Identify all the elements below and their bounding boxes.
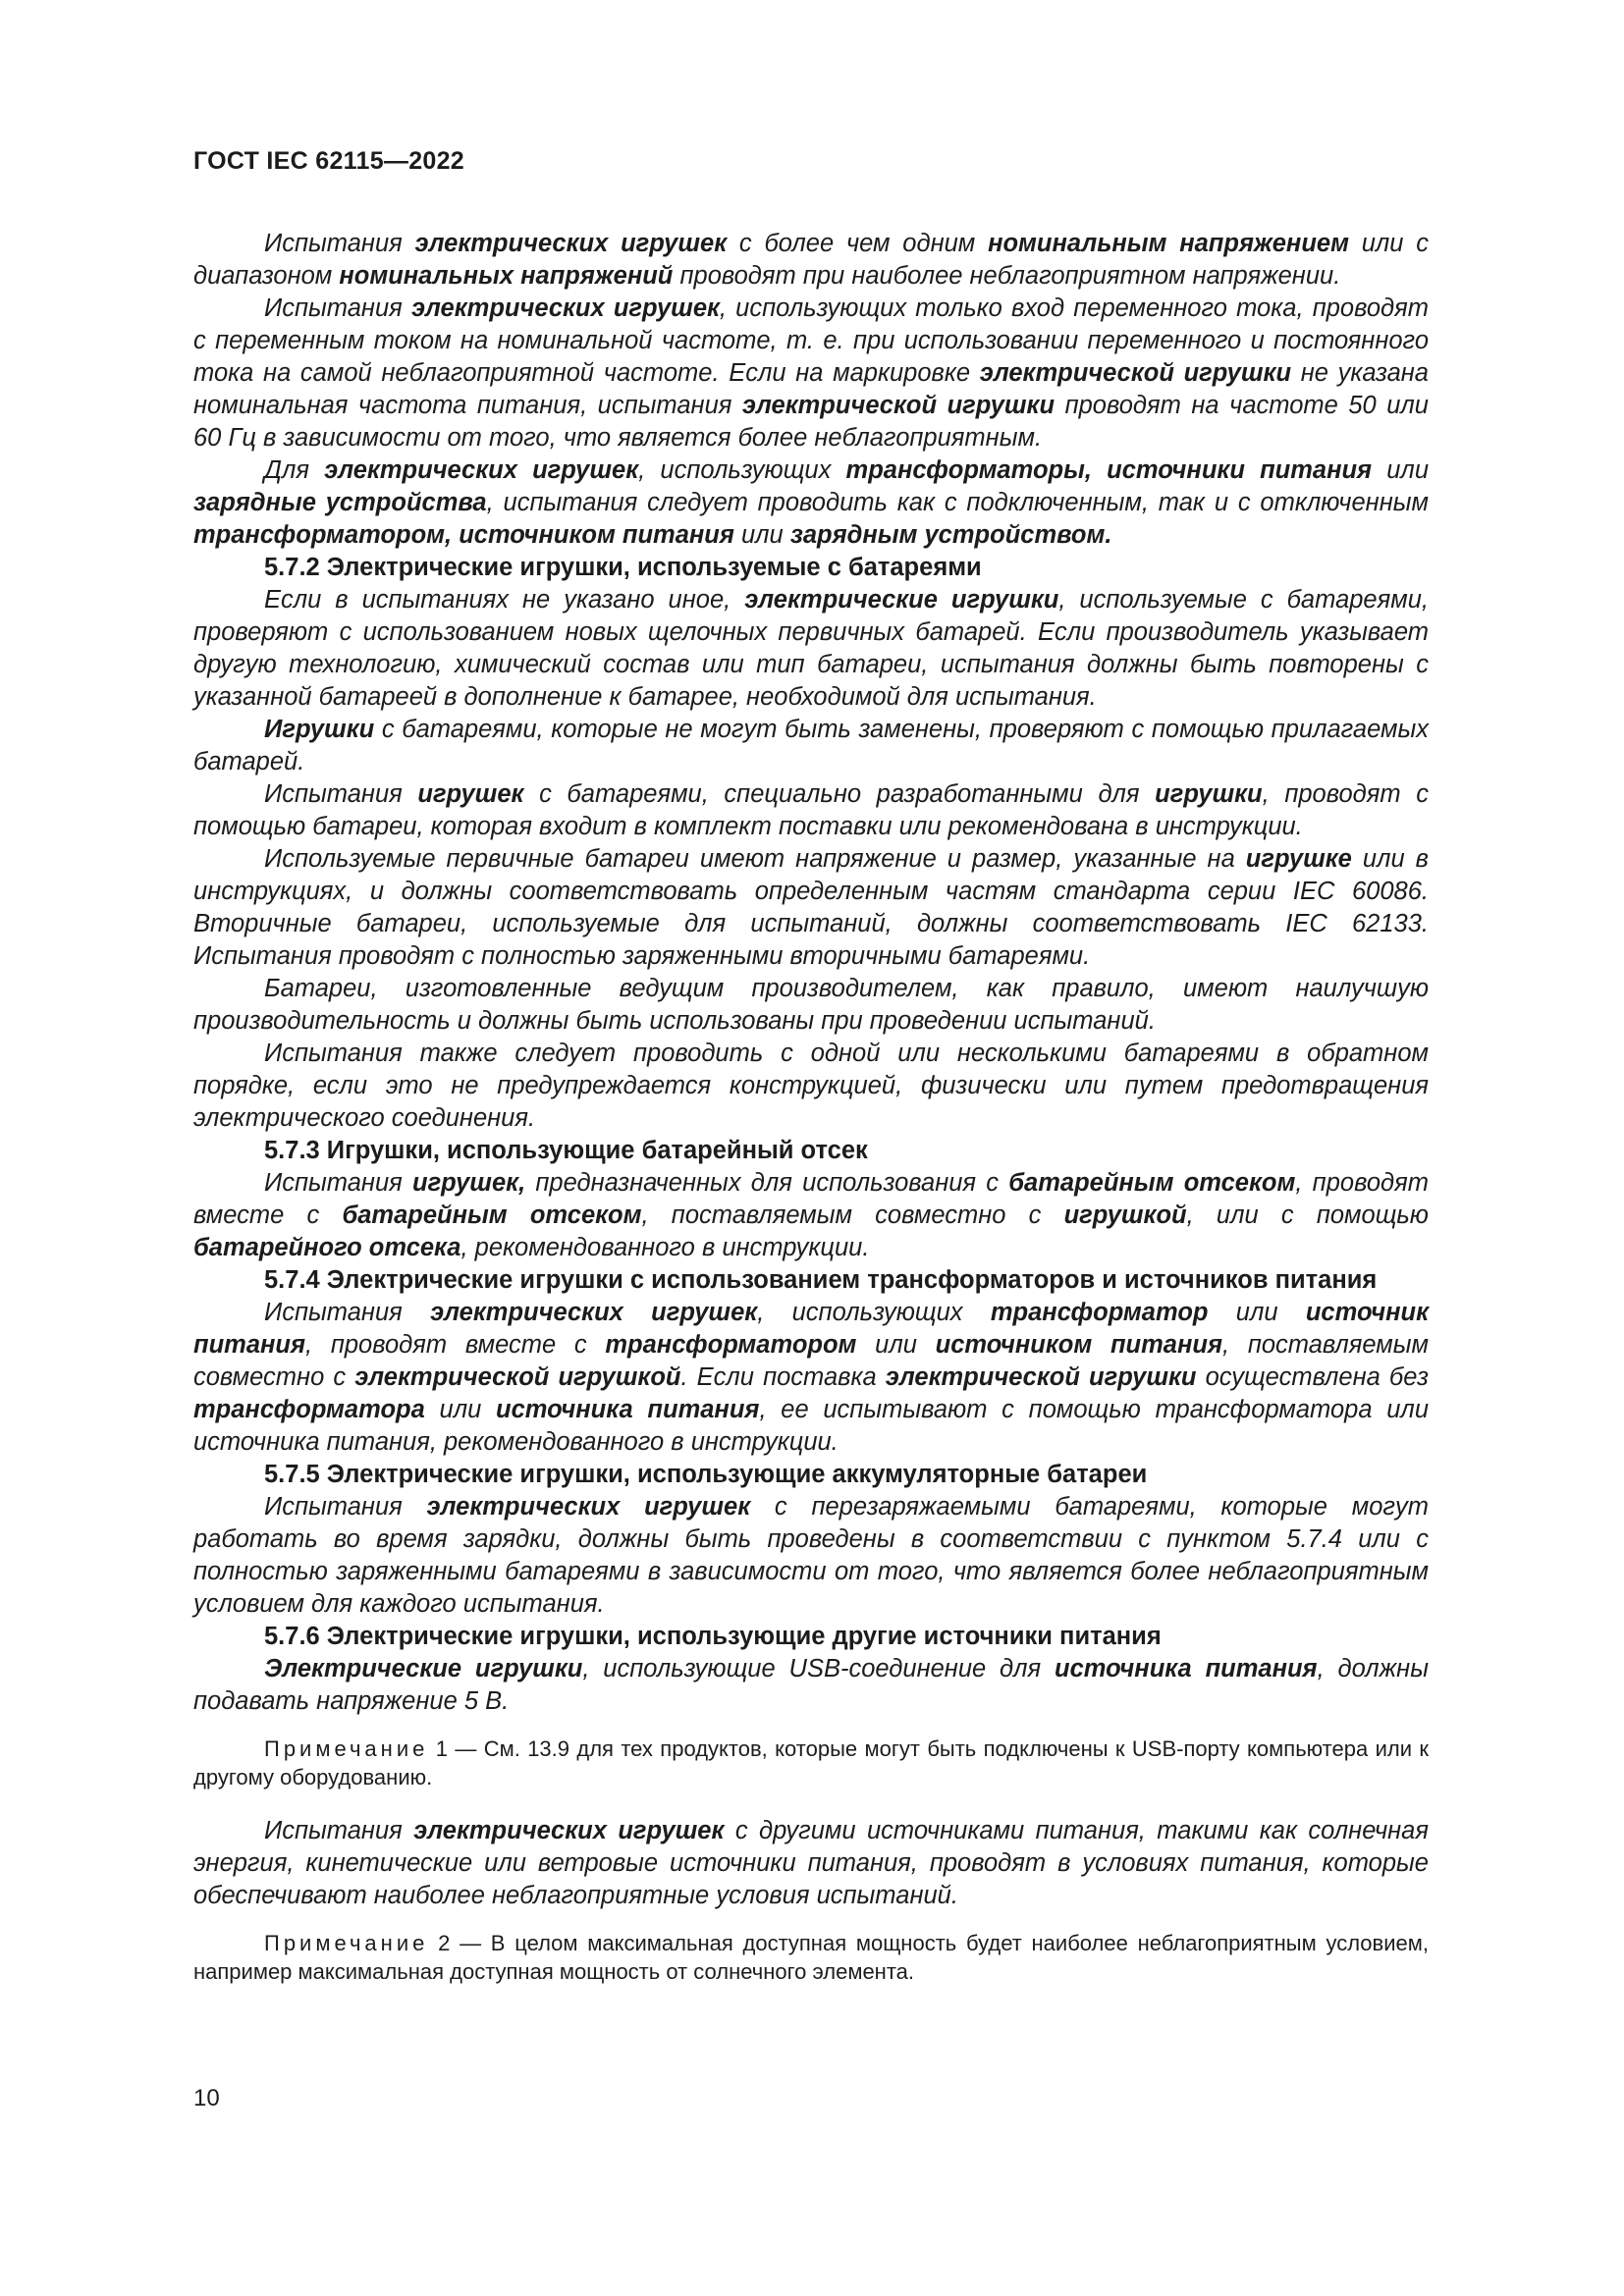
defined-term: номинальным напряжением — [988, 230, 1349, 257]
section-heading: 5.7.4 Электрические игрушки с использованием трансформаторов и источников питания — [264, 1266, 1378, 1294]
defined-term: электрических игрушек — [324, 456, 639, 484]
defined-term: электрической игрушкой — [354, 1363, 681, 1391]
defined-term: трансформатором — [605, 1331, 857, 1359]
body-paragraph: Испытания электрических игрушек с перезаряжаемыми батареями, которые могут работать во время зарядки, должны быть проведены в соответствии с пунктом 5.7.4 или с полностью заряженными батареями в зависимости от того, что является более неблагоприятным условием для каждого испытания. — [193, 1493, 1429, 1618]
defined-term: электрической игрушки — [741, 392, 1056, 419]
defined-term: зарядные устройства — [193, 489, 487, 516]
section-heading: 5.7.6 Электрические игрушки, использующие другие источники питания — [264, 1623, 1162, 1650]
defined-term: электрических игрушек — [413, 1817, 725, 1844]
body-paragraph: Батареи, изготовленные ведущим производителем, как правило, имеют наилучшую производительность и должны быть использованы при проведении испытаний. — [193, 975, 1429, 1035]
defined-term: трансформатором, источником питания — [193, 521, 734, 549]
defined-term: игрушек — [417, 780, 524, 808]
defined-term: электрических игрушек — [414, 230, 728, 257]
body-paragraph: Испытания игрушек с батареями, специально разработанными для игрушки, проводят с помощью батареи, которая входит в комплект поставки или рекомендована в инструкции. — [193, 780, 1429, 840]
section-heading: 5.7.5 Электрические игрушки, использующие аккумуляторные батареи — [264, 1461, 1148, 1488]
note-label: Примечание — [264, 1931, 429, 1955]
defined-term: зарядным устройством. — [789, 521, 1112, 549]
defined-term: источника питания — [1055, 1655, 1318, 1682]
body-paragraph: Испытания электрических игрушек, использующих только вход переменного тока, проводят с переменным током на номинальной частоте, т. е. при использовании переменного и постоянного тока на самой неблагоприятной частоте. Если на маркировке электрической игрушки не указана номинальная частота питания, испытания электрической игрушки проводят на частоте 50 или 60 Гц в зависимости от того, что является более неблагоприятным. — [193, 294, 1429, 452]
page-number: 10 — [193, 2085, 220, 2111]
defined-term: номинальных напряжений — [339, 262, 674, 290]
section-heading: 5.7.3 Игрушки, использующие батарейный отсек — [264, 1137, 868, 1164]
body-paragraph: Если в испытаниях не указано иное, электрические игрушки, используемые с батареями, проверяют с использованием новых щелочных первичных батарей. Если производитель указывает другую технологию, химический состав или тип батареи, испытания должны быть повторены с указанной батареей в дополнение к батарее, необходимой для испытания. — [193, 586, 1429, 711]
body-paragraph: Испытания электрических игрушек с другими источниками питания, такими как солнечная энергия, кинетические или ветровые источники питания, проводят в условиях питания, которые обеспечивают наиболее неблагоприятные условия испытаний. — [193, 1817, 1429, 1909]
body-paragraph: Испытания электрических игрушек с более чем одним номинальным напряжением или с диапазоном номинальных напряжений проводят при наиболее неблагоприятном напряжении. — [193, 230, 1429, 290]
document-body — [193, 228, 1429, 1986]
defined-term: игрушек, — [412, 1169, 526, 1197]
defined-term: трансформатор — [990, 1299, 1209, 1326]
note: Примечание 2 — В целом максимальная доступная мощность будет наиболее неблагоприятным условием, например максимальная доступная мощность от солнечного элемента. — [193, 1931, 1429, 1984]
defined-term: батарейным отсеком — [342, 1201, 642, 1229]
body-paragraph: Испытания игрушек, предназначенных для использования с батарейным отсеком, проводят вместе с батарейным отсеком, поставляемым совместно с игрушкой, или с помощью батарейного отсека, рекомендованного в инструкции. — [193, 1169, 1429, 1261]
body-paragraph: Электрические игрушки, использующие USB-соединение для источника питания, должны подавать напряжение 5 В. — [193, 1655, 1429, 1715]
defined-term: источником питания — [935, 1331, 1222, 1359]
defined-term: электрические игрушки — [744, 586, 1059, 614]
doc-header: ГОСТ IEC 62115—2022 — [193, 147, 465, 175]
body-paragraph: Для электрических игрушек, использующих трансформаторы, источники питания или зарядные устройства, испытания следует проводить как с подключенным, так и с отключенным трансформатором, источником питания или зарядным устройством. — [193, 456, 1429, 549]
defined-term: электрической игрушки — [979, 359, 1292, 387]
defined-term: трансформаторы, источники питания — [845, 456, 1373, 484]
body-paragraph: Игрушки с батареями, которые не могут быть заменены, проверяют с помощью прилагаемых батарей. — [193, 716, 1429, 775]
defined-term: батарейным отсеком — [1008, 1169, 1296, 1197]
body-paragraph: Используемые первичные батареи имеют напряжение и размер, указанные на игрушке или в инструкциях, и должны соответствовать определенным частям стандарта серии IEC 60086. Вторичные батареи, используемые для испытаний, должны соответствовать IEC 62133. Испытания проводят с полностью заряженными вторичными батареями. — [193, 845, 1429, 970]
body-paragraph: Испытания электрических игрушек, использующих трансформатор или источник питания, проводят вместе с трансформатором или источником питания, поставляемым совместно с электрической игрушкой. Если поставка электрической игрушки осуществлена без трансформатора или источника питания, ее испытывают с помощью трансформатора или источника питания, рекомендованного в инструкции. — [193, 1299, 1430, 1456]
defined-term: источника питания — [496, 1396, 760, 1423]
defined-term: электрических игрушек — [426, 1493, 751, 1521]
defined-term: Электрические игрушки — [264, 1655, 583, 1682]
defined-term: игрушке — [1245, 845, 1352, 873]
defined-term: батарейного отсека — [193, 1234, 461, 1261]
body-paragraph: Испытания также следует проводить с одной или несколькими батареями в обратном порядке, если это не предупреждается конструкцией, физически или путем предотвращения электрического соединения. — [193, 1040, 1429, 1132]
defined-term: электрических игрушек — [410, 294, 720, 322]
defined-term: источник питания — [193, 1299, 1430, 1359]
note-label: Примечание — [264, 1736, 429, 1761]
note: Примечание 1 — См. 13.9 для тех продуктов, которые могут быть подключены к USB-порту компьютера или к другому оборудованию. — [193, 1736, 1429, 1789]
defined-term: трансформатора — [193, 1396, 425, 1423]
section-heading: 5.7.2 Электрические игрушки, используемые с батареями — [264, 554, 982, 581]
defined-term: Игрушки — [264, 716, 375, 743]
defined-term: игрушкой — [1063, 1201, 1187, 1229]
defined-term: электрической игрушки — [885, 1363, 1197, 1391]
defined-term: электрических игрушек — [430, 1299, 758, 1326]
defined-term: игрушки — [1155, 780, 1263, 808]
